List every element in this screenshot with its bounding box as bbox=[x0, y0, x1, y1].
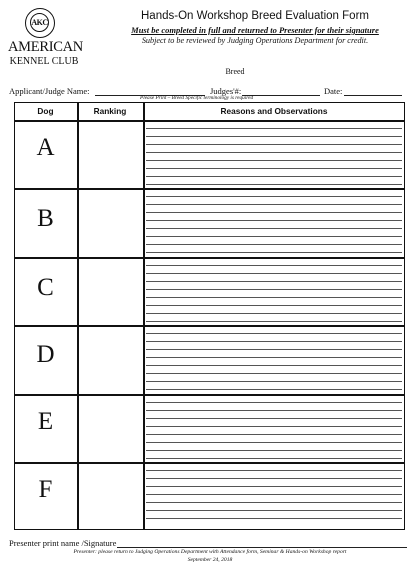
dog-letter: D bbox=[36, 341, 55, 368]
reasons-cell[interactable] bbox=[145, 327, 403, 392]
ranking-cell[interactable] bbox=[79, 259, 141, 323]
judges-number-label: Judges'#: bbox=[210, 86, 242, 96]
column-header-ranking: Ranking bbox=[93, 106, 127, 116]
writing-line bbox=[146, 357, 402, 358]
logo-text-kennel-club: KENNEL CLUB bbox=[9, 56, 79, 67]
column-header-dog: Dog bbox=[37, 106, 54, 116]
applicant-name-label: Applicant/Judge Name: bbox=[9, 86, 90, 96]
writing-line bbox=[146, 442, 402, 443]
table-row bbox=[14, 188, 405, 257]
writing-line bbox=[146, 128, 402, 129]
writing-line bbox=[146, 152, 402, 153]
presenter-signature-label: Presenter print name /Signature bbox=[9, 538, 117, 548]
writing-line bbox=[146, 321, 402, 322]
breed-label: Breed bbox=[225, 67, 245, 76]
form-title: Hands-On Workshop Breed Evaluation Form bbox=[141, 10, 369, 22]
ranking-cell[interactable] bbox=[79, 327, 141, 392]
writing-line bbox=[146, 313, 402, 314]
print-note: Please Print – Breed Specific terminology is required bbox=[140, 95, 254, 101]
completion-instruction: Must be completed in full and returned to Presenter for their signature bbox=[131, 25, 379, 35]
writing-line bbox=[146, 418, 402, 419]
seal-monogram: AKC bbox=[30, 13, 49, 32]
ranking-cell[interactable] bbox=[79, 396, 141, 460]
writing-line bbox=[146, 510, 402, 511]
table-row bbox=[14, 462, 405, 530]
writing-line bbox=[146, 365, 402, 366]
writing-line bbox=[146, 297, 402, 298]
writing-line bbox=[146, 168, 402, 169]
writing-line bbox=[146, 136, 402, 137]
writing-line bbox=[146, 228, 402, 229]
presenter-signature-field[interactable] bbox=[117, 547, 407, 548]
dog-letter: F bbox=[38, 476, 53, 503]
writing-line bbox=[146, 273, 402, 274]
writing-line bbox=[146, 204, 402, 205]
writing-line bbox=[146, 252, 402, 253]
writing-line bbox=[146, 458, 402, 459]
writing-line bbox=[146, 518, 402, 519]
writing-line bbox=[146, 381, 402, 382]
ranking-cell[interactable] bbox=[79, 122, 141, 186]
writing-line bbox=[146, 410, 402, 411]
table-row bbox=[14, 120, 405, 188]
writing-line bbox=[146, 333, 402, 334]
table-row bbox=[14, 394, 405, 462]
writing-line bbox=[146, 470, 402, 471]
column-header-reasons: Reasons and Observations bbox=[220, 106, 328, 116]
writing-line bbox=[146, 389, 402, 390]
writing-line bbox=[146, 289, 402, 290]
dog-letter: E bbox=[37, 408, 54, 435]
akc-seal-icon bbox=[25, 8, 55, 38]
judges-number-field[interactable] bbox=[242, 95, 320, 96]
review-note: Subject to be reviewed by Judging Operations Department for credit. bbox=[141, 36, 369, 45]
dog-letter: A bbox=[36, 134, 55, 161]
writing-line bbox=[146, 184, 402, 185]
writing-line bbox=[146, 486, 402, 487]
writing-line bbox=[146, 236, 402, 237]
dog-letter: B bbox=[37, 205, 54, 232]
table-row bbox=[14, 325, 405, 394]
date-label: Date: bbox=[324, 86, 343, 96]
table-row bbox=[14, 257, 405, 325]
writing-line bbox=[146, 494, 402, 495]
writing-line bbox=[146, 176, 402, 177]
evaluation-table bbox=[14, 102, 405, 530]
date-field[interactable] bbox=[344, 95, 402, 96]
writing-line bbox=[146, 160, 402, 161]
ranking-cell[interactable] bbox=[79, 190, 141, 255]
writing-line bbox=[146, 349, 402, 350]
writing-line bbox=[146, 502, 402, 503]
writing-line bbox=[146, 305, 402, 306]
writing-line bbox=[146, 144, 402, 145]
writing-line bbox=[146, 220, 402, 221]
reasons-cell[interactable] bbox=[145, 190, 403, 255]
writing-line bbox=[146, 426, 402, 427]
dog-letter: C bbox=[37, 274, 54, 301]
writing-line bbox=[146, 373, 402, 374]
writing-line bbox=[146, 265, 402, 266]
ranking-cell[interactable] bbox=[79, 464, 141, 527]
writing-line bbox=[146, 244, 402, 245]
writing-line bbox=[146, 434, 402, 435]
writing-line bbox=[146, 281, 402, 282]
writing-line bbox=[146, 196, 402, 197]
logo-text-american: AMERICAN bbox=[8, 39, 83, 55]
writing-line bbox=[146, 402, 402, 403]
footer-date: September 24, 2018 bbox=[187, 557, 233, 563]
writing-line bbox=[146, 478, 402, 479]
writing-line bbox=[146, 450, 402, 451]
writing-line bbox=[146, 212, 402, 213]
writing-line bbox=[146, 341, 402, 342]
footer-note: Presenter: please return to Judging Operations Department with Attendance form, Seminar & Hands-on Workshop report bbox=[73, 549, 347, 555]
